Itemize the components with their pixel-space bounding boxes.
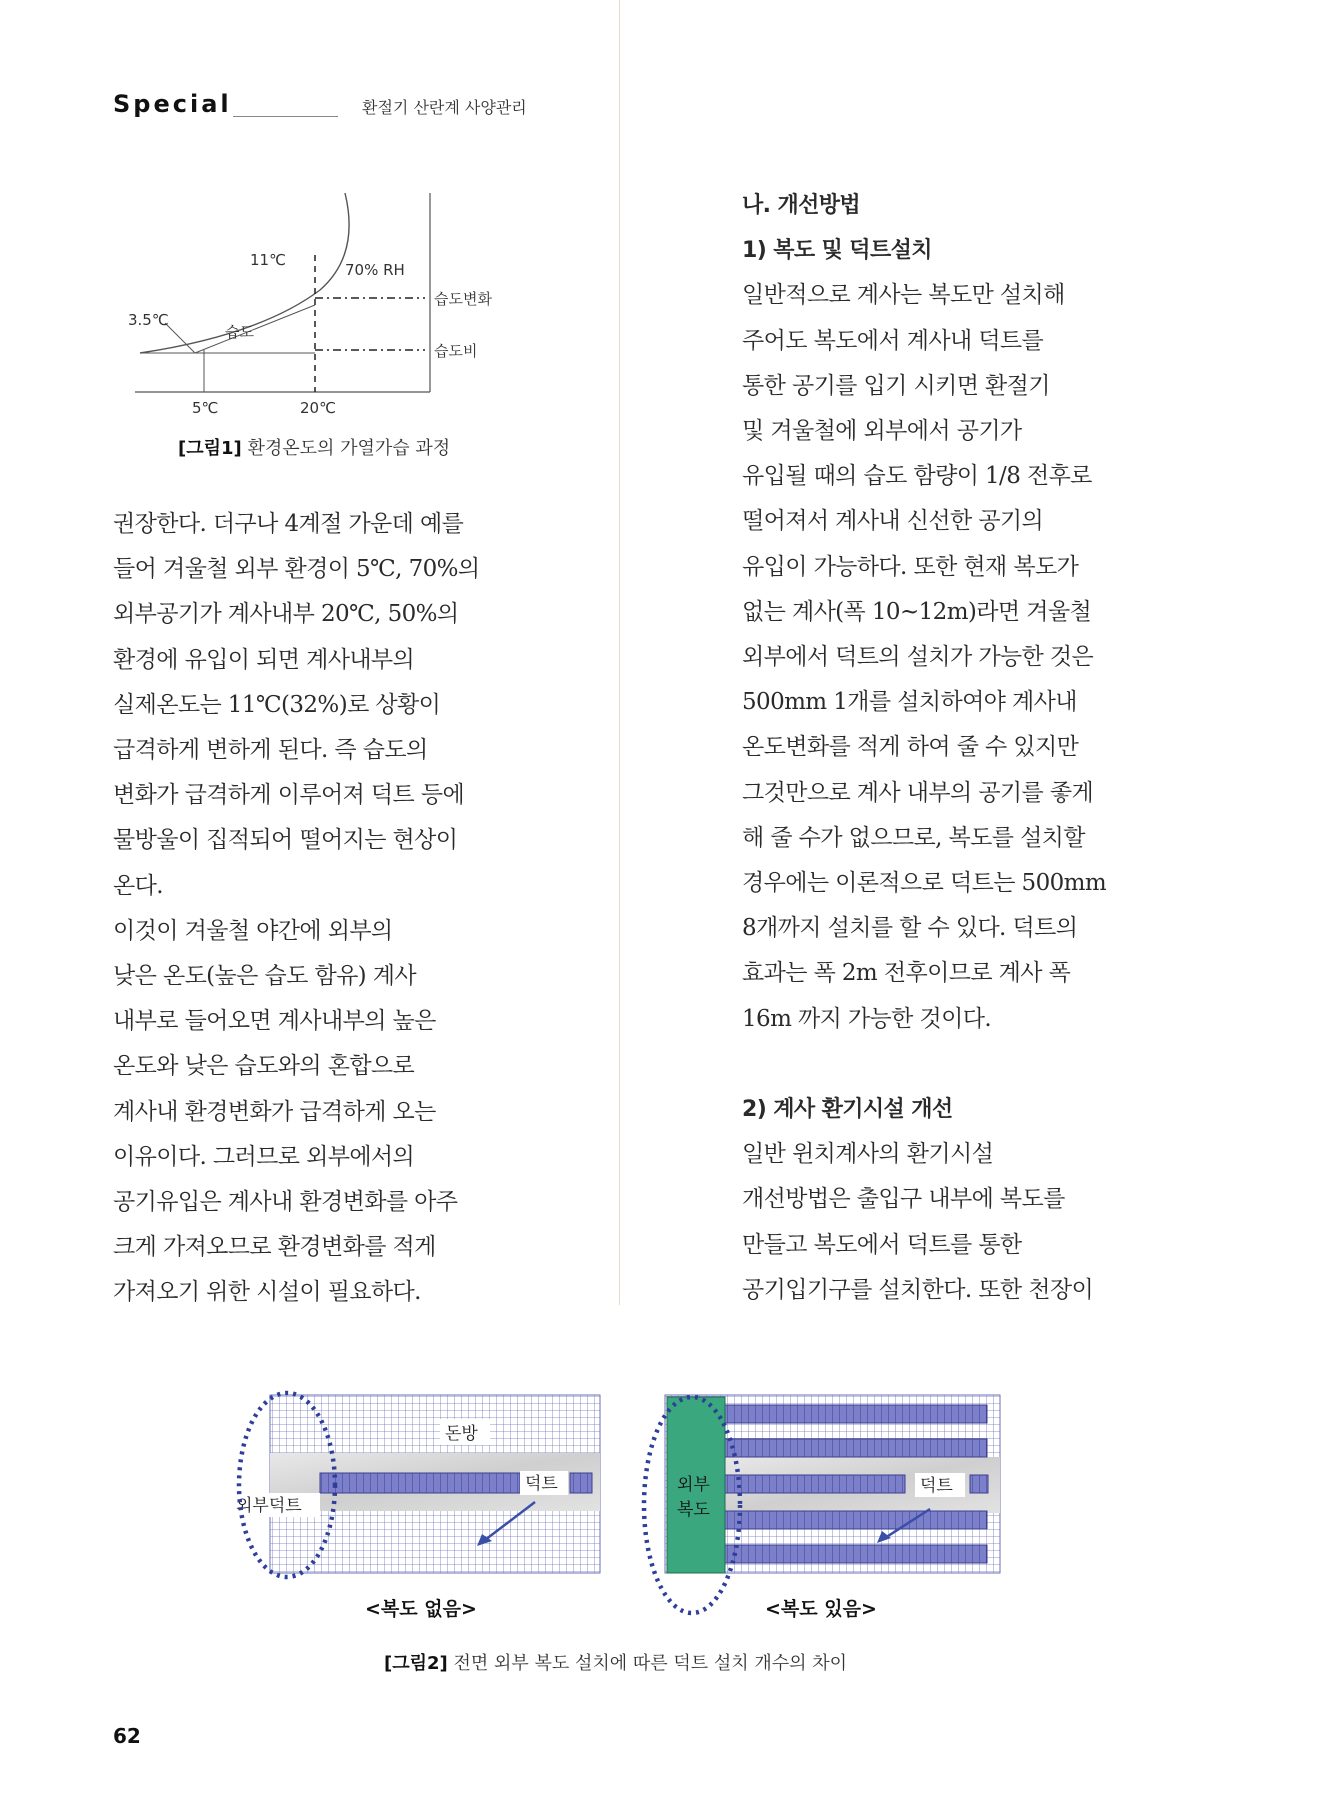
figure1-caption bbox=[178, 434, 450, 460]
panel-with-corridor bbox=[644, 1395, 1000, 1613]
duct-bar-end bbox=[570, 1473, 592, 1493]
right-panel-title: <복도 있음> bbox=[765, 1598, 877, 1620]
text-line: 계사내 환경변화가 급격하게 오는 bbox=[113, 1098, 436, 1125]
text-line: 온도와 낮은 습도와의 혼합으로 bbox=[113, 1053, 415, 1080]
label-humidity-ratio: 습도비 bbox=[434, 342, 478, 360]
room-label: 돈방 bbox=[445, 1424, 478, 1444]
duct-bar-3 bbox=[725, 1475, 905, 1493]
text-line: 이유이다. 그러므로 외부에서의 bbox=[113, 1143, 415, 1170]
label-35c: 3.5℃ bbox=[128, 311, 169, 329]
text-line: 경우에는 이론적으로 덕트는 500mm bbox=[742, 870, 1107, 897]
text-line: 온다. bbox=[113, 872, 163, 899]
text-line: 급격하게 변하게 된다. 즉 습도의 bbox=[113, 737, 428, 764]
label-humidity: 습도 bbox=[225, 323, 254, 341]
label-20c: 20℃ bbox=[300, 399, 336, 417]
left-panel-title: <복도 없음> bbox=[365, 1598, 477, 1620]
paragraph-gap bbox=[742, 1042, 1106, 1087]
column-divider bbox=[619, 0, 620, 1305]
running-title: 환절기 산란계 사양관리 bbox=[362, 98, 527, 117]
text-line: 유입이 가능하다. 또한 현재 복도가 bbox=[742, 553, 1079, 580]
text-line: 낮은 온도(높은 습도 함유) 계사 bbox=[113, 963, 417, 990]
text-line: 일반 윈치계사의 환기시설 bbox=[742, 1141, 994, 1168]
text-line: 권장한다. 더구나 4계절 가운데 예를 bbox=[113, 511, 464, 537]
duct-bar-2 bbox=[725, 1439, 987, 1457]
text-line: 물방울이 집적되어 떨어지는 현상이 bbox=[113, 827, 458, 854]
corridor-label-1: 외부 bbox=[677, 1475, 710, 1495]
text-line: 효과는 폭 2m 전후이므로 계사 폭 bbox=[742, 960, 1071, 987]
text-line: 외부에서 덕트의 설치가 가능한 것은 bbox=[742, 644, 1094, 671]
duct-label-left: 덕트 bbox=[525, 1474, 558, 1494]
text-line: 가져오기 위한 시설이 필요하다. bbox=[113, 1279, 421, 1306]
label-humidity-change: 습도변화 bbox=[434, 290, 492, 308]
text-line: 이것이 겨울철 야간에 외부의 bbox=[113, 917, 393, 944]
text-line: 개선방법은 출입구 내부에 복도를 bbox=[742, 1186, 1065, 1213]
section-label: Special bbox=[113, 90, 232, 118]
text-line: 500mm 1개를 설치하여야 계사내 bbox=[742, 689, 1077, 716]
text-line: 내부로 들어오면 계사내부의 높은 bbox=[113, 1008, 436, 1035]
text-line: 유입될 때의 습도 함량이 1/8 전후로 bbox=[742, 463, 1092, 490]
panel-no-corridor bbox=[232, 1393, 600, 1577]
corridor-label-2: 복도 bbox=[677, 1500, 710, 1520]
text-line: 공기입기구를 설치한다. 또한 천장이 bbox=[742, 1276, 1094, 1303]
text-line: 및 겨울철에 외부에서 공기가 bbox=[742, 418, 1022, 445]
duct-label-right: 덕트 bbox=[920, 1476, 953, 1496]
duct-bar-3-end bbox=[970, 1475, 988, 1493]
text-line: 8개까지 설치를 할 수 있다. 덕트의 bbox=[742, 915, 1078, 942]
text-line: 16m 까지 가능한 것이다. bbox=[742, 1005, 992, 1032]
text-line: 만들고 복도에서 덕트를 통한 bbox=[742, 1231, 1022, 1258]
text-line: 통한 공기를 입기 시키면 환절기 bbox=[742, 372, 1050, 399]
duct-bar-5 bbox=[725, 1545, 987, 1563]
right-column bbox=[742, 183, 1106, 1313]
outer-duct-label: 외부덕트 bbox=[236, 1496, 302, 1516]
text-line: 그것만으로 계사 내부의 공기를 좋게 bbox=[742, 779, 1094, 806]
subheading-2: 2) 계사 환기시설 개선 bbox=[742, 1097, 953, 1123]
text-line: 해 줄 수가 없으므로, 복도를 설치할 bbox=[742, 824, 1085, 851]
text-line: 외부공기가 계사내부 20℃, 50%의 bbox=[113, 601, 459, 628]
figure1-diagram bbox=[120, 185, 492, 420]
figure1-caption-text: 환경온도의 가열가습 과정 bbox=[241, 438, 451, 459]
text-line: 떨어져서 계사내 신선한 공기의 bbox=[742, 508, 1044, 535]
left-column bbox=[113, 502, 480, 1316]
slant-line-2 bbox=[195, 305, 315, 353]
text-line: 없는 계사(폭 10~12m)라면 겨울철 bbox=[742, 598, 1092, 625]
label-11c: 11℃ bbox=[250, 251, 286, 269]
text-line: 공기유입은 계사내 환경변화를 아주 bbox=[113, 1189, 458, 1216]
header-rule bbox=[233, 116, 338, 117]
duct-bar-4 bbox=[725, 1511, 987, 1529]
label-rh: 70% RH bbox=[345, 261, 405, 279]
figure2-caption bbox=[384, 1649, 847, 1675]
text-line: 크게 가져오므로 환경변화를 적게 bbox=[113, 1234, 436, 1261]
figure2-caption-text: 전면 외부 복도 설치에 따른 덕트 설치 개수의 차이 bbox=[447, 1653, 848, 1674]
figure1-caption-tag: [그림1] bbox=[178, 438, 242, 459]
duct-bar-1 bbox=[725, 1405, 987, 1423]
text-line: 일반적으로 계사는 복도만 설치해 bbox=[742, 282, 1065, 309]
text-line: 온도변화를 적게 하여 줄 수 있지만 bbox=[742, 734, 1079, 761]
text-line: 실제온도는 11℃(32%)로 상황이 bbox=[113, 691, 441, 718]
text-line: 들어 겨울철 외부 환경이 5℃, 70%의 bbox=[113, 556, 480, 583]
text-line: 환경에 유입이 되면 계사내부의 bbox=[113, 646, 415, 673]
subheading-1: 1) 복도 및 덕트설치 bbox=[742, 238, 932, 264]
text-line: 변화가 급격하게 이루어져 덕트 등에 bbox=[113, 782, 465, 809]
figure2-caption-tag: [그림2] bbox=[384, 1653, 448, 1674]
label-5c: 5℃ bbox=[192, 399, 219, 417]
page-number: 62 bbox=[113, 1724, 141, 1748]
section-heading: 나. 개선방법 bbox=[742, 193, 861, 218]
figure2-diagram bbox=[230, 1375, 1030, 1625]
duct-bar bbox=[320, 1473, 520, 1493]
text-line: 주어도 복도에서 계사내 덕트를 bbox=[742, 327, 1044, 354]
